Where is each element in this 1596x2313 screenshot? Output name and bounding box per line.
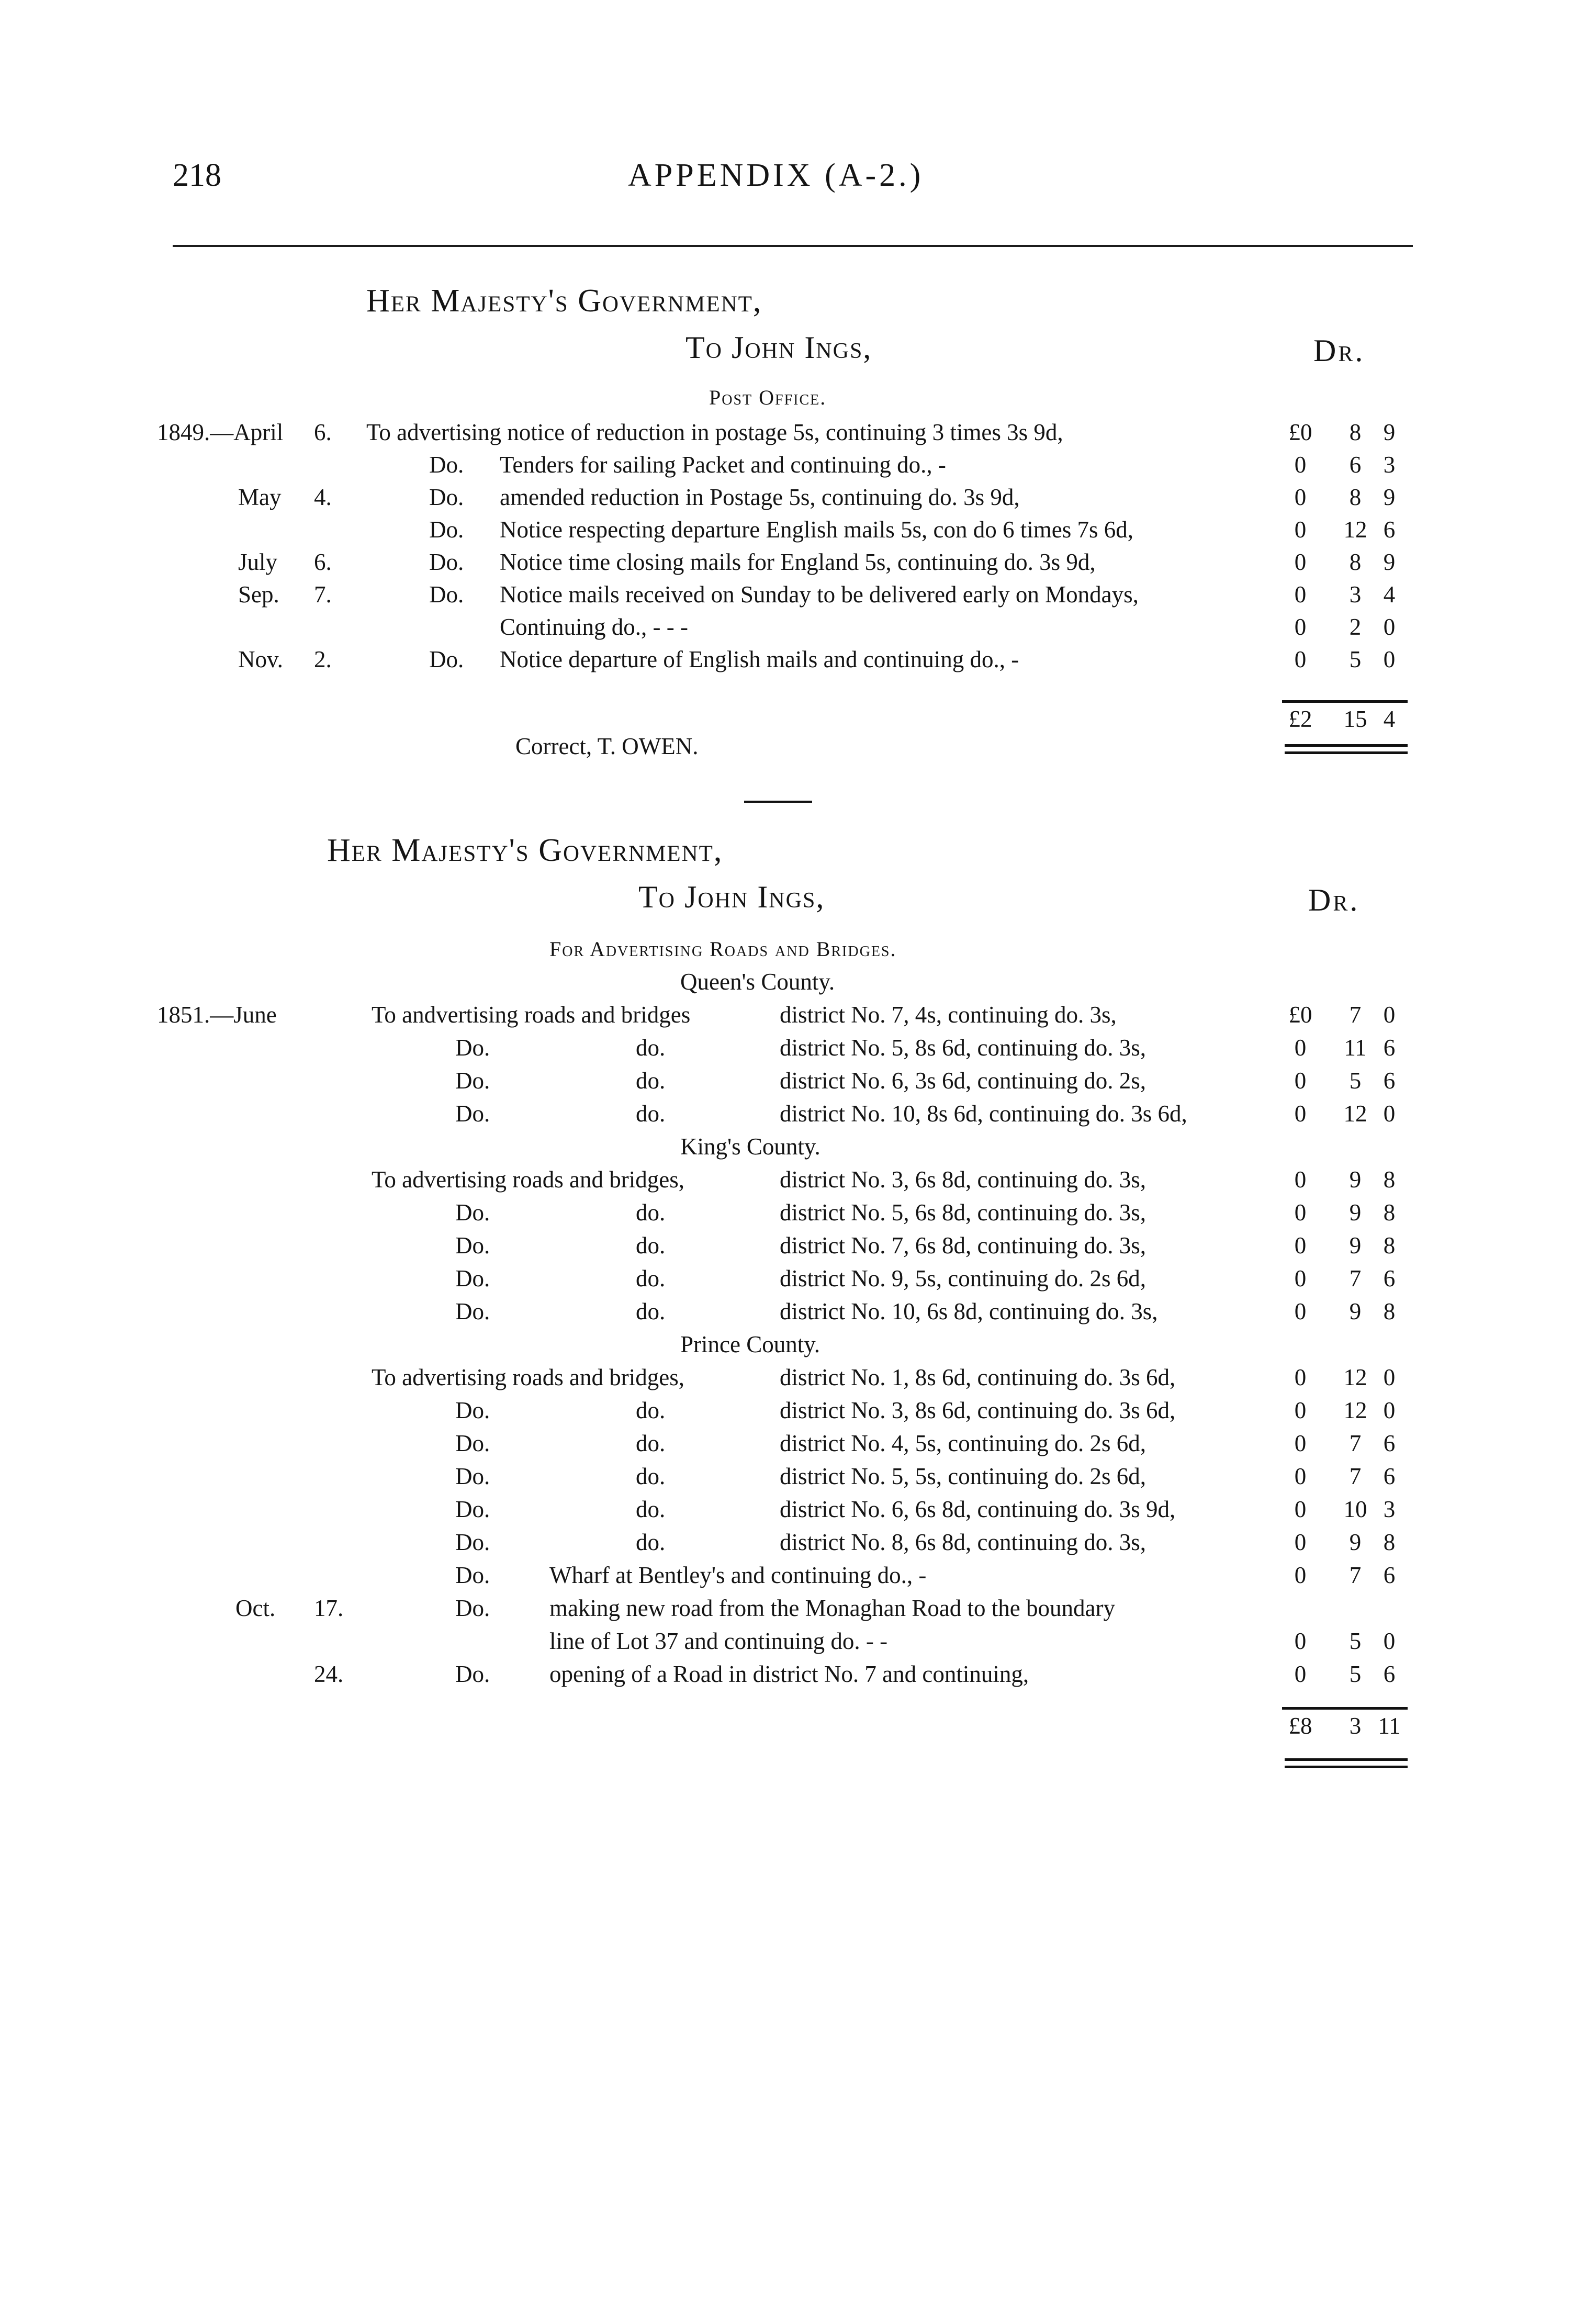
entry-ditto: Do.: [455, 1101, 490, 1127]
amount-shillings: 10: [1343, 1496, 1367, 1522]
amount-pence: 6: [1383, 517, 1396, 543]
amount-shillings: 8: [1349, 484, 1362, 510]
entry-text: district No. 7, 4s, continuing do. 3s,: [780, 1002, 1117, 1028]
entry-ditto: do.: [636, 1397, 666, 1423]
entry-text: district No. 6, 3s 6d, continuing do. 2s,: [780, 1068, 1146, 1094]
amount-pence: 6: [1383, 1562, 1396, 1588]
amount-pounds: 0: [1294, 1661, 1307, 1687]
amount-pounds: 0: [1294, 1430, 1307, 1456]
amount-pounds: 0: [1294, 549, 1307, 575]
entry-text: district No. 5, 5s, continuing do. 2s 6d,: [780, 1463, 1146, 1489]
amount-pence: 8: [1383, 1166, 1396, 1193]
section1-heading: Her Majesty's Government,: [366, 283, 762, 319]
section2-subheading: For Advertising Roads and Bridges.: [549, 937, 897, 961]
amount-shillings: 8: [1349, 419, 1362, 445]
amount-pence: 6: [1383, 1035, 1396, 1061]
amount-pounds: 0: [1294, 517, 1307, 543]
amount-pounds: 0: [1294, 1232, 1307, 1259]
amount-shillings: 9: [1349, 1529, 1362, 1555]
entry-ditto: Do.: [455, 1562, 490, 1588]
section1-total-rule: [1282, 700, 1408, 703]
amount-shillings: 9: [1349, 1199, 1362, 1226]
entry-date: Nov.: [238, 646, 283, 672]
amount-shillings: 8: [1349, 549, 1362, 575]
entry-text: district No. 3, 6s 8d, continuing do. 3s,: [780, 1166, 1146, 1193]
amount-pence: 6: [1383, 1430, 1396, 1456]
amount-pounds: 0: [1294, 1166, 1307, 1193]
amount-pounds: 0: [1294, 1628, 1307, 1654]
entry-ditto: Do.: [455, 1661, 490, 1687]
entry-date: May: [238, 484, 282, 510]
entry-text: Tenders for sailing Packet and continuing do., -: [500, 452, 946, 478]
amount-pence: 3: [1383, 1496, 1396, 1522]
entry-text: Notice respecting departure English mails 5s, con do 6 times 7s 6d,: [500, 517, 1134, 543]
amount-shillings: 7: [1349, 1430, 1362, 1456]
amount-pounds: 0: [1294, 484, 1307, 510]
entry-text-cont: line of Lot 37 and continuing do. - -: [549, 1628, 888, 1654]
amount-shillings: 5: [1349, 1628, 1362, 1654]
entry-ditto: Do.: [429, 452, 464, 478]
entry-day: 6.: [314, 549, 332, 575]
amount-shillings: 15: [1343, 706, 1367, 732]
entry-ditto: Do.: [455, 1595, 490, 1621]
entry-text: district No. 6, 6s 8d, continuing do. 3s 9d,: [780, 1496, 1176, 1522]
entry-text: district No. 3, 8s 6d, continuing do. 3s 6d,: [780, 1397, 1176, 1423]
amount-pence: 4: [1383, 581, 1396, 608]
entry-day: 24.: [314, 1661, 344, 1687]
amount-pence: 0: [1383, 1628, 1396, 1654]
amount-shillings: 5: [1349, 1661, 1362, 1687]
amount-pounds: 0: [1294, 1199, 1307, 1226]
entry-text: Wharf at Bentley's and continuing do., -: [549, 1562, 927, 1588]
amount-pence: 8: [1383, 1529, 1396, 1555]
county-heading: King's County.: [680, 1133, 821, 1160]
amount-pence: 6: [1383, 1661, 1396, 1687]
county-heading: Queen's County.: [680, 969, 835, 995]
amount-pence: 9: [1383, 549, 1396, 575]
entry-ditto: Do.: [455, 1265, 490, 1292]
entry-ditto: Do.: [455, 1496, 490, 1522]
amount-pounds: 0: [1294, 1463, 1307, 1489]
entry-text: opening of a Road in district No. 7 and continuing,: [549, 1661, 1029, 1687]
entry-date: July: [238, 549, 278, 575]
amount-shillings: 7: [1349, 1265, 1362, 1292]
amount-pounds: 0: [1294, 646, 1307, 672]
amount-pounds: 0: [1294, 1101, 1307, 1127]
entry-ditto: Do.: [455, 1463, 490, 1489]
entry-text: district No. 4, 5s, continuing do. 2s 6d,: [780, 1430, 1146, 1456]
amount-pounds: 0: [1294, 1397, 1307, 1423]
amount-shillings: 9: [1349, 1166, 1362, 1193]
amount-shillings: 7: [1349, 1562, 1362, 1588]
header-rule: [173, 245, 1413, 247]
amount-shillings: 9: [1349, 1232, 1362, 1259]
amount-pence: 6: [1383, 1265, 1396, 1292]
entry-ditto: do.: [636, 1199, 666, 1226]
entry-lead: To advertising roads and bridges,: [372, 1364, 684, 1390]
section2-to-line: To John Ings,: [638, 880, 825, 914]
entry-ditto: do.: [636, 1101, 666, 1127]
entry-ditto: do.: [636, 1496, 666, 1522]
section2-total-rule: [1282, 1707, 1408, 1710]
amount-pence: 9: [1383, 484, 1396, 510]
amount-pounds: 0: [1294, 1496, 1307, 1522]
entry-text: Notice time closing mails for England 5s, continuing do. 3s 9d,: [500, 549, 1096, 575]
amount-pounds: 0: [1294, 1298, 1307, 1324]
amount-shillings: 3: [1349, 581, 1362, 608]
amount-pence: 0: [1383, 1002, 1396, 1028]
amount-pence: 6: [1383, 1463, 1396, 1489]
entry-text: district No. 10, 8s 6d, continuing do. 3s 6d,: [780, 1101, 1187, 1127]
entry-ditto: Do.: [429, 549, 464, 575]
section1-subheading: Post Office.: [709, 386, 827, 409]
amount-pence: 8: [1383, 1199, 1396, 1226]
entry-ditto: do.: [636, 1463, 666, 1489]
entry-lead: To andvertising roads and bridges: [372, 1002, 691, 1028]
entry-text: district No. 5, 8s 6d, continuing do. 3s,: [780, 1035, 1146, 1061]
entry-text: amended reduction in Postage 5s, continuing do. 3s 9d,: [500, 484, 1020, 510]
amount-pounds: 0: [1294, 1529, 1307, 1555]
section2-dr: Dr.: [1308, 883, 1360, 917]
entry-text: district No. 1, 8s 6d, continuing do. 3s 6d,: [780, 1364, 1176, 1390]
entry-day: 7.: [314, 581, 332, 608]
entry-text: district No. 5, 6s 8d, continuing do. 3s,: [780, 1199, 1146, 1226]
entry-text: district No. 9, 5s, continuing do. 2s 6d,: [780, 1265, 1146, 1292]
entry-ditto: do.: [636, 1265, 666, 1292]
entry-text: Notice departure of English mails and continuing do., -: [500, 646, 1019, 672]
entry-day: 17.: [314, 1595, 344, 1621]
entry-date: 1849.—April: [157, 419, 284, 445]
amount-pence: 4: [1383, 706, 1396, 732]
amount-shillings: 6: [1349, 452, 1362, 478]
amount-pence: 6: [1383, 1068, 1396, 1094]
running-head: APPENDIX (A-2.): [628, 158, 924, 193]
amount-shillings: 11: [1344, 1035, 1367, 1061]
amount-shillings: 12: [1343, 1397, 1367, 1423]
signature: Correct, T. OWEN.: [515, 733, 699, 759]
section1-double-rule: [1285, 744, 1408, 754]
entry-day: 2.: [314, 646, 332, 672]
entry-ditto: Do.: [455, 1035, 490, 1061]
entry-day: 6.: [314, 419, 332, 445]
section1-dr: Dr.: [1313, 333, 1365, 368]
amount-pence: 8: [1383, 1298, 1396, 1324]
amount-shillings: 7: [1349, 1463, 1362, 1489]
entry-date: Sep.: [238, 581, 279, 608]
amount-pence: 0: [1383, 646, 1396, 672]
amount-pounds: 0: [1294, 1364, 1307, 1390]
entry-ditto: Do.: [455, 1232, 490, 1259]
entry-ditto: Do.: [429, 517, 464, 543]
amount-shillings: 12: [1343, 517, 1367, 543]
entry-ditto: Do.: [455, 1298, 490, 1324]
section2-heading: Her Majesty's Government,: [327, 833, 723, 868]
county-heading: Prince County.: [680, 1331, 821, 1357]
entry-ditto: Do.: [455, 1199, 490, 1226]
entry-text: making new road from the Monaghan Road to the boundary: [549, 1595, 1115, 1621]
section1-to-line: To John Ings,: [685, 330, 872, 365]
amount-pounds: £0: [1288, 419, 1312, 445]
amount-pounds: 0: [1294, 1068, 1307, 1094]
amount-shillings: 12: [1343, 1364, 1367, 1390]
amount-shillings: 3: [1349, 1713, 1362, 1739]
entry-ditto: Do.: [455, 1430, 490, 1456]
entry-ditto: Do.: [455, 1068, 490, 1094]
amount-pounds: 0: [1294, 1562, 1307, 1588]
entry-ditto: Do.: [455, 1397, 490, 1423]
entry-ditto: do.: [636, 1232, 666, 1259]
entry-ditto: do.: [636, 1035, 666, 1061]
amount-pence: 3: [1383, 452, 1396, 478]
entry-ditto: do.: [636, 1068, 666, 1094]
entry-ditto: do.: [636, 1430, 666, 1456]
amount-shillings: 7: [1349, 1002, 1362, 1028]
entry-ditto: do.: [636, 1298, 666, 1324]
amount-pounds: £2: [1288, 706, 1312, 732]
entry-date: 1851.—June: [157, 1002, 277, 1028]
amount-pence: 9: [1383, 419, 1396, 445]
entry-text: Notice mails received on Sunday to be delivered early on Mondays,: [500, 581, 1139, 608]
entry-ditto: Do.: [455, 1529, 490, 1555]
section2-double-rule: [1285, 1758, 1408, 1768]
entry-text: district No. 7, 6s 8d, continuing do. 3s,: [780, 1232, 1146, 1259]
amount-pounds: £8: [1288, 1713, 1312, 1739]
amount-pence: 0: [1383, 1397, 1396, 1423]
amount-shillings: 2: [1349, 614, 1362, 640]
entry-text: Continuing do., - - -: [500, 614, 688, 640]
entry-day: 4.: [314, 484, 332, 510]
amount-pence: 0: [1383, 614, 1396, 640]
entry-ditto: Do.: [429, 646, 464, 672]
amount-pence: 11: [1378, 1713, 1401, 1739]
entry-lead: To advertising roads and bridges,: [372, 1166, 684, 1193]
amount-pounds: 0: [1294, 1265, 1307, 1292]
amount-pounds: 0: [1294, 1035, 1307, 1061]
entry-text: To advertising notice of reduction in postage 5s, continuing 3 times 3s 9d,: [366, 419, 1063, 445]
entry-ditto: Do.: [429, 581, 464, 608]
amount-pounds: £0: [1288, 1002, 1312, 1028]
entry-ditto: Do.: [429, 484, 464, 510]
amount-pence: 8: [1383, 1232, 1396, 1259]
amount-shillings: 5: [1349, 1068, 1362, 1094]
entry-date: Oct.: [235, 1595, 276, 1621]
amount-shillings: 9: [1349, 1298, 1362, 1324]
section-divider: [744, 801, 812, 803]
page-number: 218: [173, 158, 221, 193]
entry-text: district No. 10, 6s 8d, continuing do. 3s,: [780, 1298, 1158, 1324]
amount-pounds: 0: [1294, 581, 1307, 608]
amount-shillings: 5: [1349, 646, 1362, 672]
entry-ditto: do.: [636, 1529, 666, 1555]
amount-shillings: 12: [1343, 1101, 1367, 1127]
amount-pounds: 0: [1294, 614, 1307, 640]
amount-pence: 0: [1383, 1101, 1396, 1127]
amount-pence: 0: [1383, 1364, 1396, 1390]
entry-text: district No. 8, 6s 8d, continuing do. 3s,: [780, 1529, 1146, 1555]
amount-pounds: 0: [1294, 452, 1307, 478]
